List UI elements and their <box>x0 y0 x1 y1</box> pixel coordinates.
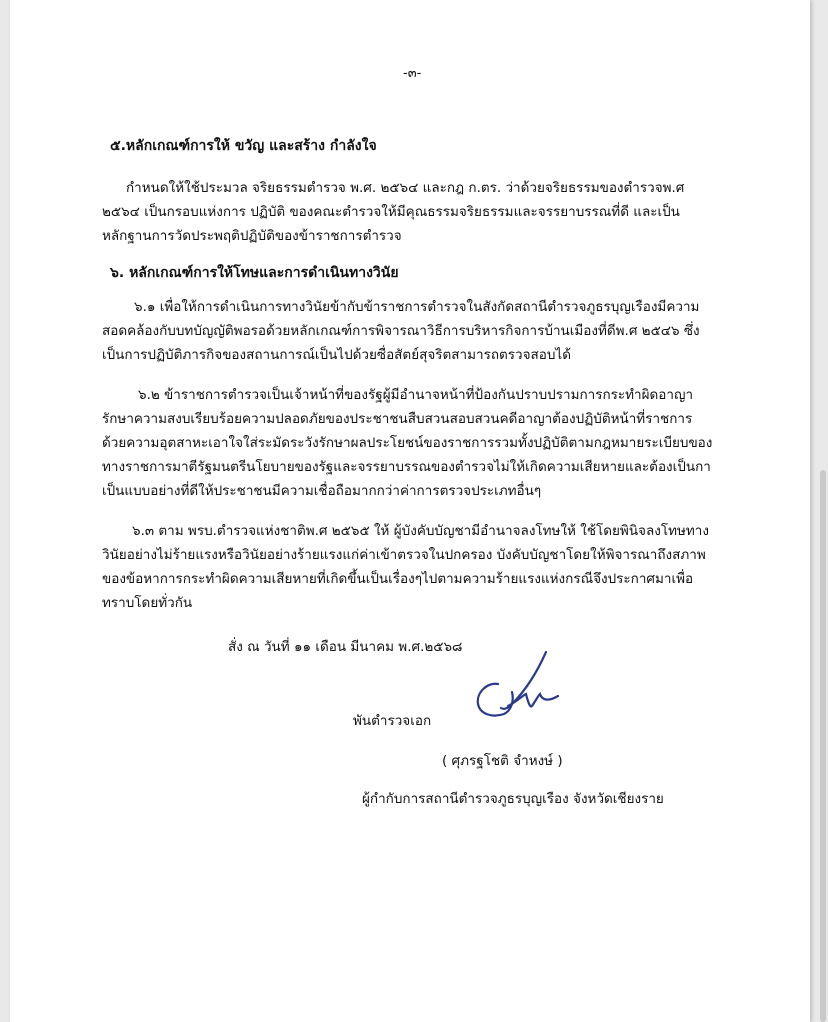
section5-line: กำหนดให้ใช้ประมวล จริยธรรมตำรวจ พ.ศ. ๒๕๖๔ และกฎ ก.ตร. ว่าด้วยจริยธรรมของตำรวจพ.ศ <box>126 180 685 196</box>
section6-1-line: ๖.๑ เพื่อให้การดำเนินการทางวินัยข้ากับข้าราชการตำรวจในสังกัดสถานีตำรวจภูธรบุญเรืองมีความ <box>134 299 700 315</box>
section6-heading: ๖. หลักเกณฑ์การให้โทษและการดำเนินทางวินัย <box>110 265 399 281</box>
section6-2-line: ทางราชการมาตีรัฐมนตรีนโยบายของรัฐและจรรยาบรรณของตำรวจไม่ให้เกิดความเสียหายและต้องเป็นกา <box>102 459 711 475</box>
section6-2-line: ด้วยความอุตสาหะเอาใจใส่ระมัดระวังรักษาผลประโยชน์ของราชการรวมทั้งปฏิบัติตามกฎหมายระเบียบของ <box>102 435 713 451</box>
page-number: -๓- <box>403 66 422 81</box>
order-date-line: สั่ง ณ วันที่ ๑๑ เดือน มีนาคม พ.ศ.๒๕๖๘ <box>228 639 463 655</box>
document-page <box>10 0 810 1022</box>
section5-line: หลักฐานการวัดประพฤติปฏิบัติของข้าราชการตำรวจ <box>102 228 402 244</box>
section6-3-line: วินัยอย่างไม่ร้ายแรงหรือวินัยอย่างร้ายแรงแก่ค่าเข้าตรวจในปกครอง บังคับบัญชาโดยให้พิจารณาถึงสภาพ <box>102 547 706 563</box>
section6-1-line: สอดคล้องกับบทบัญญัติพอรอด้วยหลักเกณฑ์การพิจารณาวิธีการบริหารกิจการบ้านเมืองที่ดีพ.ศ ๒๕๔๖ ซึ่ง <box>102 323 700 339</box>
scrollbar[interactable] <box>820 470 826 1022</box>
signer-rank: พันตำรวจเอก <box>353 713 432 729</box>
section6-3-line: ทราบโดยทั่วกัน <box>102 595 193 611</box>
signature-image <box>468 648 578 733</box>
section5-heading: ๕.หลักเกณฑ์การให้ ขวัญ และสร้าง กำลังใจ <box>110 138 377 154</box>
signer-position: ผู้กำกับการสถานีตำรวจภูธรบุญเรือง จังหวัดเชียงราย <box>362 791 664 807</box>
section6-1-line: เป็นการปฏิบัติภารกิจของสถานการณ์เป็นไปด้วยซื่อสัตย์สุจริตสามารถตรวจสอบได้ <box>102 347 571 363</box>
section6-2-line: ๖.๒ ข้าราชการตำรวจเป็นเจ้าหน้าที่ของรัฐผู้มีอำนาจหน้าที่ป้องกันปราบปรามการกระทำผิดอาญา <box>138 387 694 403</box>
section6-2-line: รักษาความสงบเรียบร้อยความปลอดภัยของประชาชนสืบสวนสอบสวนคดีอาญาต้องปฏิบัติหน้าที่ราชการ <box>102 411 693 427</box>
signer-name: ( ศุภรฐโชติ จำหงษ์ ) <box>442 753 563 769</box>
section6-3-line: ของข้อหาการกระทำผิดความเสียหายที่เกิดขึ้นเป็นเรื่องๆไปตามความร้ายแรงแห่งกรณีจึงประกาศมาเพื่อ <box>102 571 694 587</box>
section6-2-line: เป็นแบบอย่างที่ดีให้ประชาชนมีความเชื่อถือมากกว่าค่าการตรวจประเภทอื่นๆ <box>102 483 542 499</box>
section6-3-line: ๖.๓ ตาม พรบ.ตำรวจแห่งชาติพ.ศ ๒๕๖๕ ให้ ผู้บังคับบัญชามีอำนาจลงโทษให้ ใช้โดยพินิจลงโทษทาง <box>132 523 709 539</box>
section5-line: ๒๕๖๔ เป็นกรอบแห่งการ ปฏิบัติ ของคณะตำรวจให้มีคุณธรรมจริยธรรมและจรรยาบรรณที่ดี และเป็น <box>102 204 680 220</box>
